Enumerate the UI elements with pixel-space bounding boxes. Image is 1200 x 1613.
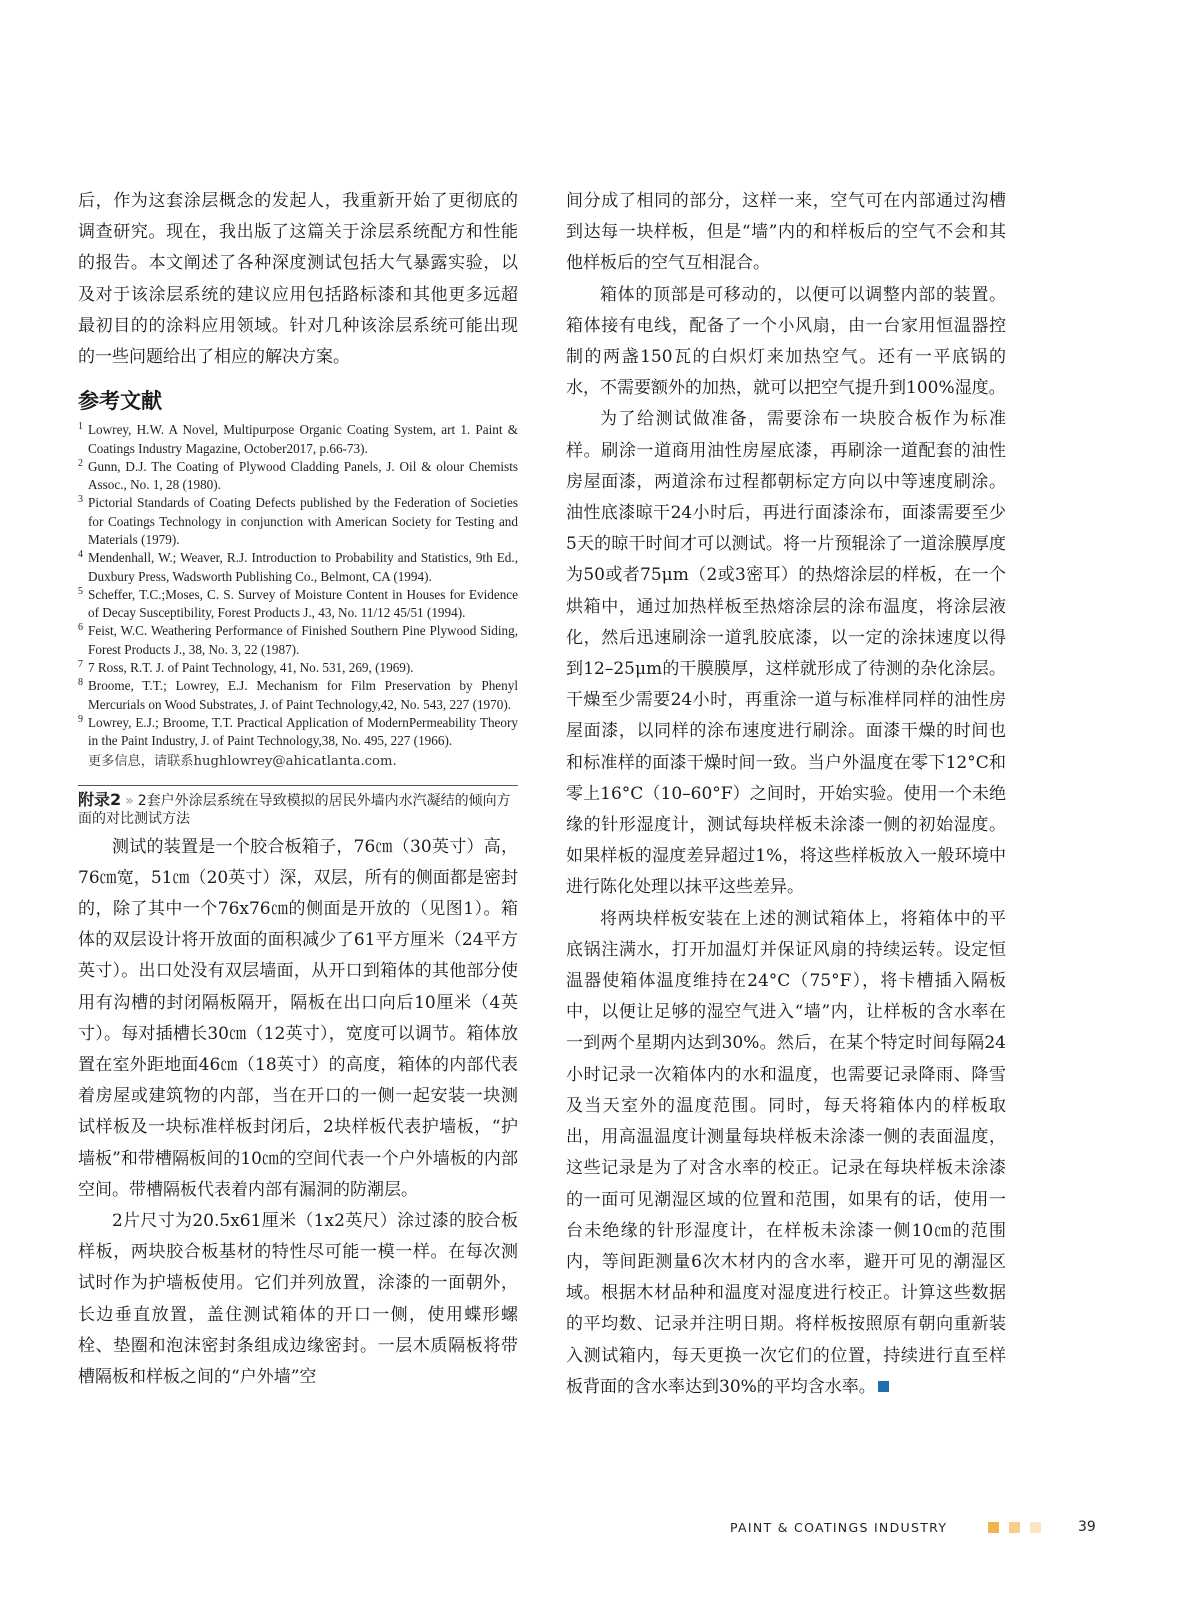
reference-text: 7 Ross, R.T. J. of Paint Technology, 41, No. 531, 269, (1969). [88,660,414,676]
footer-square-1 [988,1522,999,1533]
appendix-paragraph-1: 测试的装置是一个胶合板箱子，76㎝（30英寸）高，76㎝宽，51㎝（20英寸）深，双层，所有的侧面都是密封的，除了其中一个76x76㎝的侧面是开放的（见图1）。箱体的双层设计将开放面的面积减少了61平方厘米（24平方英寸）。出口处没有双层墙面，从开口到箱体的其他部分使用有沟槽的封闭隔板隔开，隔板在出口向后10厘米（4英寸）。每对插槽长30㎝（12英寸），宽度可以调节。箱体放置在室外距地面46㎝（18英寸）的高度，箱体的内部代表着房屋或建筑物的内部，当在开口的一侧一起安装一块测试样板及一块标准样板封闭后，2块样板代表护墙板，“护墙板”和带槽隔板间的10㎝的空间代表一个户外墙板的内部空间。带槽隔板代表着内部有漏洞的防潮层。 [78,836,518,1200]
reference-item [78,586,518,623]
reference-item [78,659,518,677]
appendix-title: 2套户外涂层系统在导致模拟的居民外墙内水汽凝结的倾向方面的对比测试方法 [78,792,511,827]
appendix-arrow: » [125,792,134,809]
reference-text: Gunn, D.J. The Coating of Plywood Cladding Panels, J. Oil & olour Chemists Assoc., No. 1, 28 (1980). [88,458,518,493]
reference-text: Pictorial Standards of Coating Defects published by the Federation of Societies for Coatings Technology in conjunction with American Society for Testing and Materials (1979). [88,495,518,547]
reference-item [78,494,518,549]
reference-number: 5 [78,585,83,597]
reference-number: 3 [78,494,83,506]
reference-item [78,458,518,495]
reference-number: 4 [78,549,83,561]
test-procedure-text: 将两块样板安装在上述的测试箱体上，将箱体中的平底锅注满水，打开加温灯并保证风扇的持续运转。设定恒温器使箱体温度维持在24°C（75°F），将卡槽插入隔板中，以便让足够的湿空气进入“墙”内，让样板的含水率在一到两个星期内达到30%。然后，在某个特定时间每隔24小时记录一次箱体内的水和温度，也需要记录降雨、降雪及当天室外的温度范围。同时，每天将箱体内的样板取出，用高温温度计测量每块样板未涂漆一侧的表面温度，这些记录是为了对含水率的校正。记录在每块样板未涂漆的一面可见潮湿区域的位置和范围，如果有的话，使用一台未绝缘的针形湿度计，在样板未涂漆一侧10㎝的范围内，等间距测量6次木材内的含水率，避开可见的潮湿区域。根据木材品种和温度对湿度进行校正。计算这些数据的平均数、记录并注明日期。将样板按照原有朝向重新装入测试箱内，每天更换一次它们的位置，持续进行直至样板背面的含水率达到30%的平均含水率。 [566,908,1006,1397]
reference-item [78,677,518,714]
reference-number: 8 [78,677,83,689]
end-of-article-mark [878,1381,889,1392]
reference-text: Lowrey, E.J.; Broome, T.T. Practical Application of ModernPermeability Theory in the Paint Industry, J. of Paint Technology,38, No. 495, 227 (1966). [88,714,518,749]
appendix-paragraph-2: 2片尺寸为20.5x61厘米（1x2英尺）涂过漆的胶合板样板，两块胶合板基材的特性尽可能一模一样。在每次测试时作为护墙板使用。它们并列放置，涂漆的一面朝外，长边垂直放置，盖住测试箱体的开口一侧，使用蝶形螺栓、垫圈和泡沫密封条组成边缘密封。一层木质隔板将带槽隔板和样板之间的“户外墙”空 [78,1211,518,1388]
test-procedure-paragraph [566,904,1006,1403]
publication-name: PAINT & COATINGS INDUSTRY [730,1520,948,1535]
reference-list [78,421,518,750]
page-number: 39 [1078,1519,1096,1535]
page-footer [730,1518,1130,1538]
left-column [78,186,518,1393]
reference-text: Scheffer, T.C.;Moses, C. S. Survey of Moisture Content in Houses for Evidence of Decay Susceptibility, Forest Products J., 43, No. 11/12 45/51 (1994). [88,586,518,621]
footer-square-2 [1009,1522,1020,1533]
reference-item [78,421,518,458]
box-description-paragraph: 箱体的顶部是可移动的，以便可以调整内部的装置。箱体接有电线，配备了一个小风扇，由一台家用恒温器控制的两盏150瓦的白炽灯来加热空气。还有一平底锅的水，不需要额外的加热，就可以把空气提升到100%湿度。 [566,284,1006,399]
reference-number: 7 [78,659,83,671]
reference-text: Lowrey, H.W. A Novel, Multipurpose Organic Coating System, art 1. Paint & Coatings Industry Magazine, October2017, p.66-73). [88,422,518,456]
reference-item [78,714,518,751]
reference-text: Mendenhall, W.; Weaver, R.J. Introduction to Probability and Statistics, 9th Ed., Duxbury Press, Wadsworth Publishing Co., Belmont, CA (1994). [88,550,518,584]
section-divider [78,785,518,786]
reference-item [78,622,518,659]
continued-paragraph: 间分成了相同的部分，这样一来，空气可在内部通过沟槽到达每一块样板，但是“墙”内的和样板后的空气不会和其他样板后的空气互相混合。 [566,191,1006,274]
reference-number: 6 [78,622,83,634]
reference-item [78,549,518,586]
footer-square-3 [1030,1522,1041,1533]
appendix-tag: 附录2 [78,789,122,809]
references-heading: 参考文献 [78,389,162,414]
reference-number: 2 [78,457,83,469]
sample-preparation-paragraph: 为了给测试做准备，需要涂布一块胶合板作为标准样。刷涂一道商用油性房屋底漆，再刷涂一道配套的油性房屋面漆，两道涂布过程都朝标定方向以中等速度刷涂。油性底漆晾干24小时后，再进行面漆涂布，面漆需要至少5天的晾干时间才可以测试。将一片预辊涂了一道涂膜厚度为50或者75μm（2或3密耳）的热熔涂层的样板，在一个烘箱中，通过加热样板至热熔涂层的涂布温度，将涂层液化，然后迅速刷涂一道乳胶底漆，以一定的涂抹速度以得到12–25μm的干膜膜厚，这样就形成了待测的杂化涂层。干燥至少需要24小时，再重涂一道与标准样同样的油性房屋面漆，以同样的涂布速度进行刷涂。面漆干燥的时间也和标准样的面漆干燥时间一致。当户外温度在零下12°C和零上16°C（10–60°F）之间时，开始实验。使用一个未绝缘的针形湿度计，测试每块样板未涂漆一侧的初始湿度。如果样板的湿度差异超过1%，将这些样板放入一般环境中进行陈化处理以抹平这些差异。 [566,409,1006,898]
right-column [566,186,1006,1403]
reference-number: 9 [78,713,83,725]
reference-text: Broome, T.T.; Lowrey, E.J. Mechanism for Film Preservation by Phenyl Mercurials on Wood Substrates, J. of Paint Technology,42, No. 543, 227 (1970). [88,678,518,712]
appendix-heading [78,791,518,828]
reference-text: Feist, W.C. Weathering Performance of Finished Southern Pine Plywood Siding, Forest Products J., 38, No. 3, 22 (1987). [88,623,518,657]
contact-line: 更多信息，请联系hughlowrey@ahicatlanta.com. [88,753,397,769]
reference-number: 1 [78,421,83,433]
intro-paragraph: 后，作为这套涂层概念的发起人，我重新开始了更彻底的调查研究。现在，我出版了这篇关于涂层系统配方和性能的报告。本文阐述了各种深度测试包括大气暴露实验，以及对于该涂层系统的建议应用包括路标漆和其他更多远超最初目的的涂料应用领域。针对几种该涂层系统可能出现的一些问题给出了相应的解决方案。 [78,191,518,368]
